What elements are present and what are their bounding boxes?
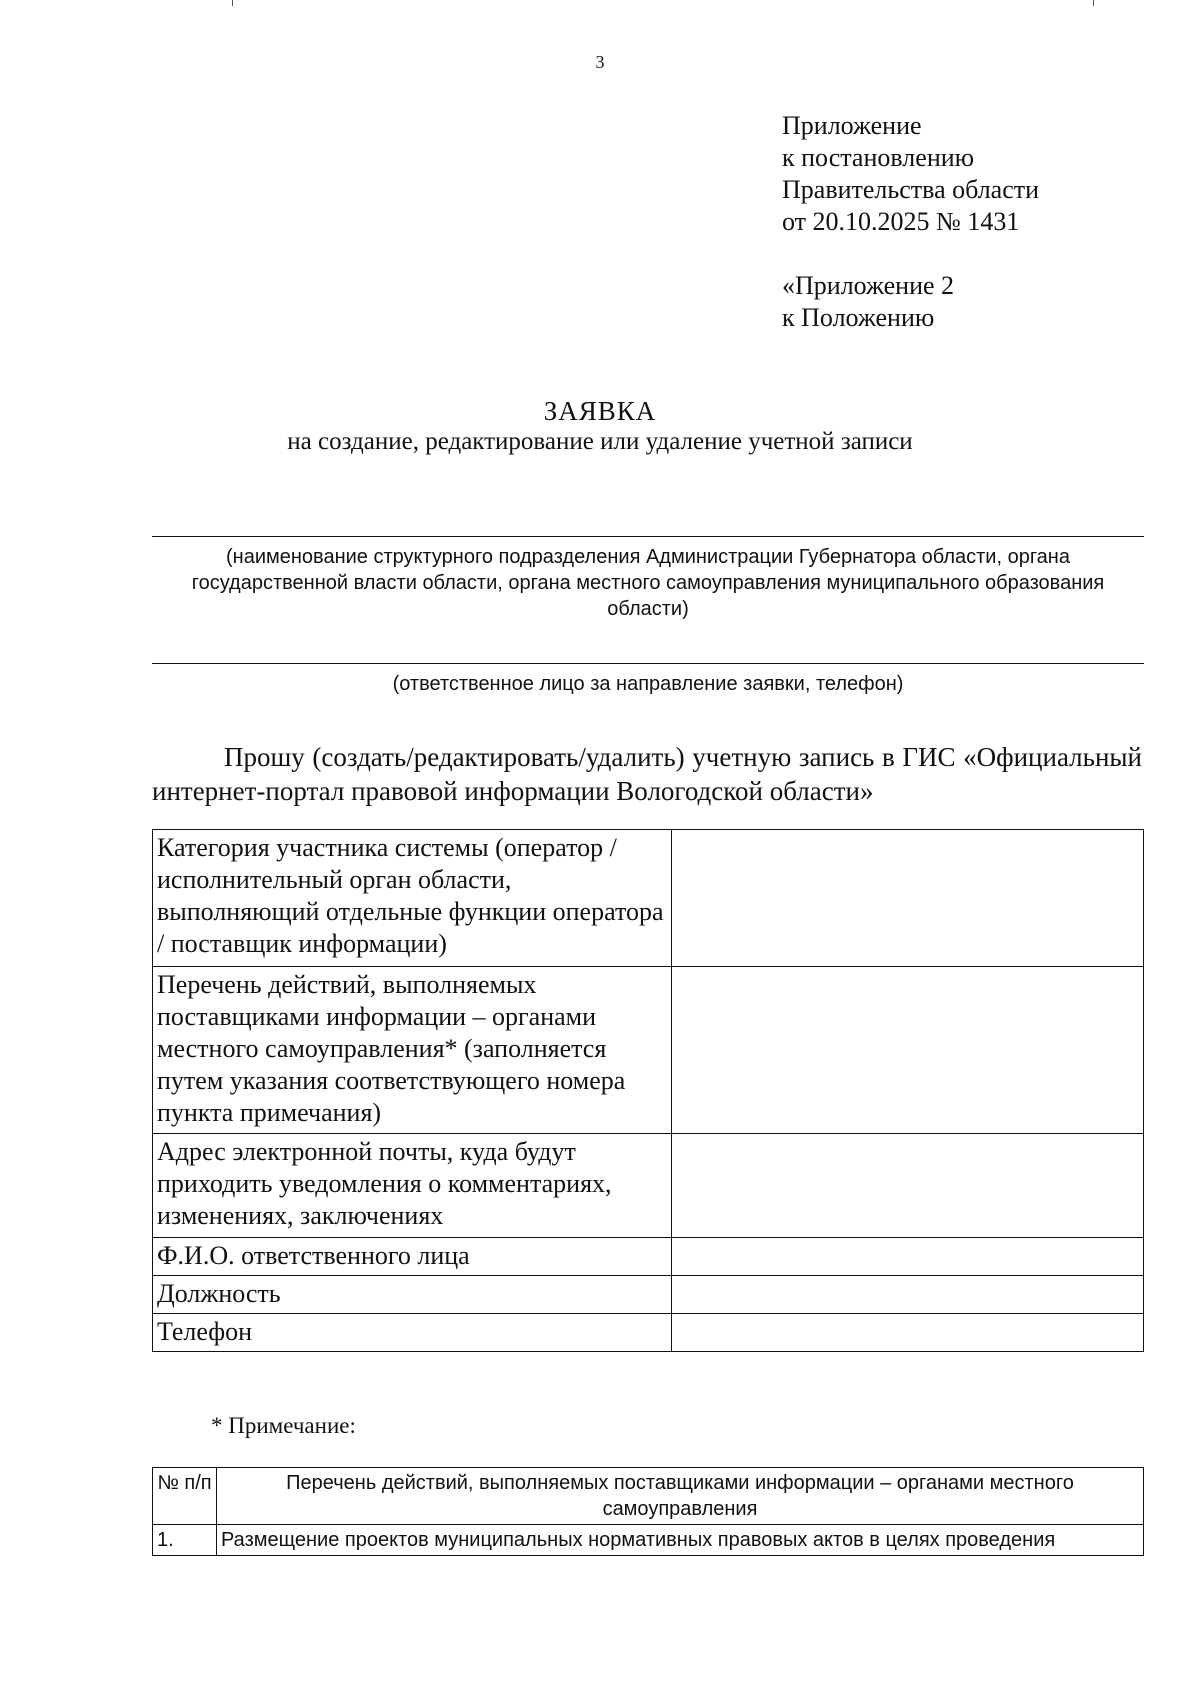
responsible-person-line bbox=[152, 663, 1144, 664]
form-row-actions bbox=[153, 967, 1144, 1134]
form-label-fio: Ф.И.О. ответственного лица bbox=[153, 1238, 672, 1276]
notes-row-num: 1. bbox=[153, 1525, 217, 1556]
appendix-line: к постановлению bbox=[782, 143, 975, 172]
org-name-caption: (наименование структурного подразделения Администрации Губернатора области, органа государственной власти области, органа местного самоуправления муниципального образования области) bbox=[191, 546, 1105, 620]
form-row-email bbox=[153, 1134, 1144, 1238]
notes-row bbox=[153, 1525, 1144, 1556]
notes-header-text: Перечень действий, выполняемых поставщиками информации – органами местного самоуправления bbox=[217, 1468, 1144, 1525]
form-value-category[interactable] bbox=[672, 830, 1144, 967]
request-text: Прошу (создать/редактировать/удалить) учетную запись в ГИС «Официальный интернет-портал правовой информации Вологодской области» bbox=[152, 742, 1142, 806]
scan-mark-left bbox=[232, 0, 233, 6]
form-row-fio bbox=[153, 1238, 1144, 1276]
appendix-line: Правительства области bbox=[782, 175, 1040, 204]
appendix-inner-line: «Приложение 2 bbox=[782, 271, 955, 300]
note-label: * Примечание: bbox=[211, 1413, 356, 1438]
form-value-email[interactable] bbox=[672, 1134, 1144, 1238]
form-value-phone[interactable] bbox=[672, 1314, 1144, 1352]
form-value-fio[interactable] bbox=[672, 1238, 1144, 1276]
form-row-phone bbox=[153, 1314, 1144, 1352]
notes-header-row bbox=[153, 1468, 1144, 1525]
scan-mark-right bbox=[1093, 0, 1094, 6]
notes-row-text: Размещение проектов муниципальных нормативных правовых актов в целях проведения bbox=[217, 1525, 1144, 1556]
form-row-category bbox=[153, 830, 1144, 967]
application-form-table bbox=[152, 829, 1144, 1352]
document-subtitle: на создание, редактирование или удаление учетной записи bbox=[287, 428, 913, 455]
notes-table bbox=[152, 1467, 1144, 1556]
notes-header-num: № п/п bbox=[153, 1468, 217, 1525]
form-label-phone: Телефон bbox=[153, 1314, 672, 1352]
appendix-line: Приложение bbox=[782, 111, 922, 140]
form-value-actions[interactable] bbox=[672, 967, 1144, 1134]
form-label-actions: Перечень действий, выполняемых поставщиками информации – органами местного самоуправления* (заполняется путем указания соответствующего номера пункта примечания) bbox=[153, 967, 672, 1134]
form-label-email: Адрес электронной почты, куда будут приходить уведомления о комментариях, изменениях, заключениях bbox=[153, 1134, 672, 1238]
responsible-person-caption: (ответственное лицо за направление заявки, телефон) bbox=[392, 673, 904, 695]
form-label-position: Должность bbox=[153, 1276, 672, 1314]
form-value-position[interactable] bbox=[672, 1276, 1144, 1314]
form-label-category: Категория участника системы (оператор / исполнительный орган области, выполняющий отдельные функции оператора / поставщик информации) bbox=[153, 830, 672, 967]
document-title: ЗАЯВКА bbox=[543, 396, 657, 426]
page-number: 3 bbox=[595, 52, 605, 72]
appendix-block bbox=[782, 110, 1039, 334]
org-name-line bbox=[152, 536, 1144, 537]
appendix-inner-line: к Положению bbox=[782, 303, 935, 332]
appendix-line: от 20.10.2025 № 1431 bbox=[782, 207, 1020, 236]
form-row-position bbox=[153, 1276, 1144, 1314]
